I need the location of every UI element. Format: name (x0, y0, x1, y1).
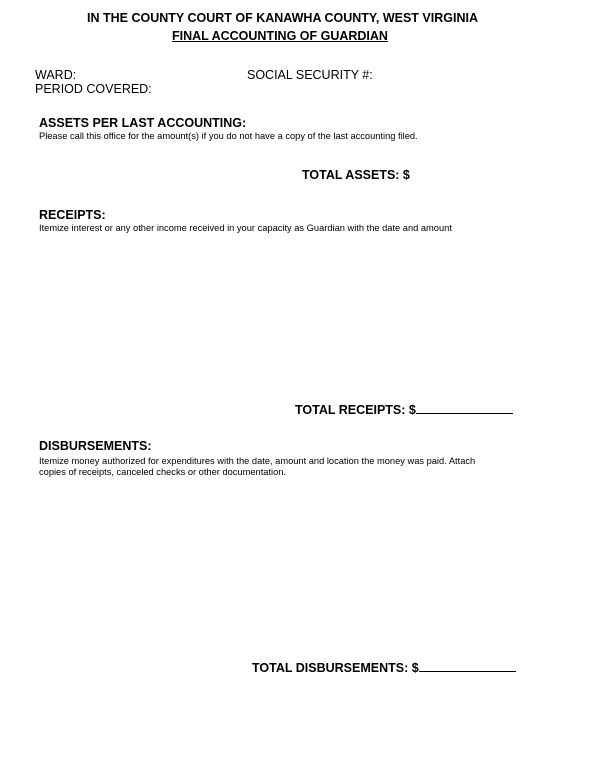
receipts-note: Itemize interest or any other income received in your capacity as Guardian with the date and amount (39, 223, 452, 233)
total-receipts-blank-line (416, 401, 513, 414)
total-assets-label: TOTAL ASSETS: $ (302, 168, 410, 182)
total-disbursements-label: TOTAL DISBURSEMENTS: $ (252, 661, 419, 675)
court-title: IN THE COUNTY COURT OF KANAWHA COUNTY, WEST VIRGINIA (87, 11, 478, 25)
assets-note: Please call this office for the amount(s) if you do not have a copy of the last accounting filed. (39, 131, 418, 141)
total-disbursements-blank-line (419, 659, 516, 672)
total-receipts-label: TOTAL RECEIPTS: $ (295, 403, 416, 417)
form-title: FINAL ACCOUNTING OF GUARDIAN (172, 29, 388, 43)
ward-label: WARD: (35, 68, 77, 82)
total-disbursements-row (252, 659, 516, 675)
period-covered-label: PERIOD COVERED: (35, 82, 152, 96)
receipts-heading: RECEIPTS: (39, 208, 106, 222)
ssn-label: SOCIAL SECURITY #: (247, 68, 373, 82)
disbursements-note-line1: Itemize money authorized for expenditures with the date, amount and location the money was paid. Attach (39, 456, 476, 466)
assets-heading: ASSETS PER LAST ACCOUNTING: (39, 116, 247, 130)
total-receipts-row (295, 401, 513, 417)
disbursements-heading: DISBURSEMENTS: (39, 439, 152, 453)
disbursements-note-line2: copies of receipts, canceled checks or other documentation. (39, 467, 287, 477)
